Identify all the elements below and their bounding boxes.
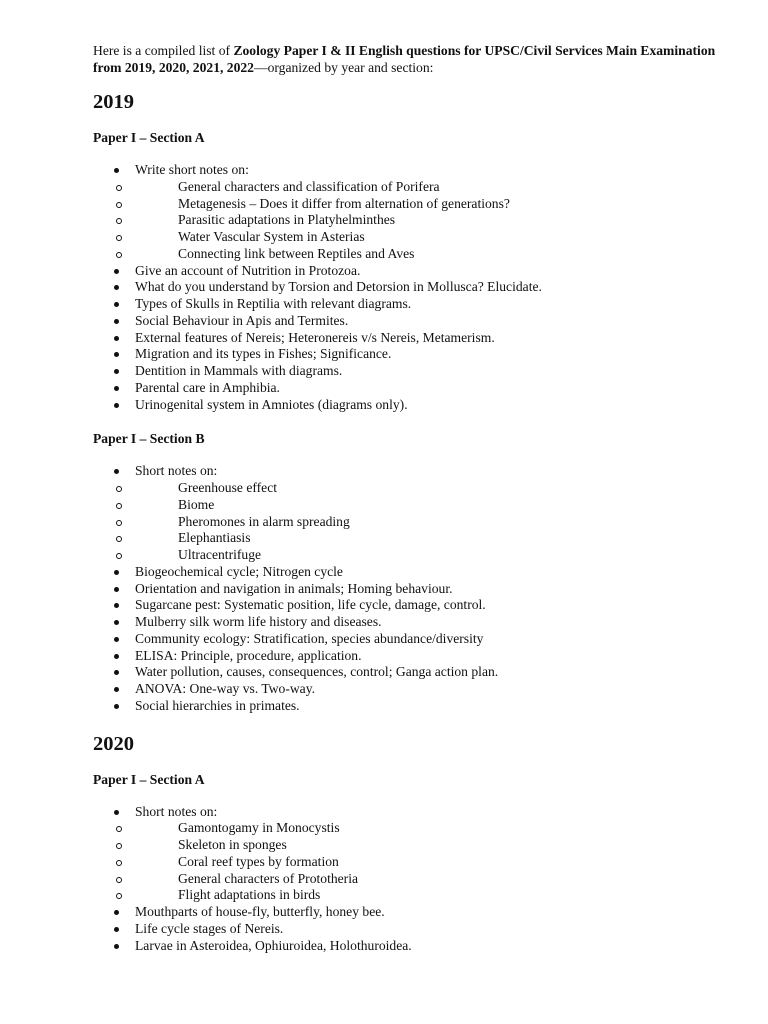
list-item: Social hierarchies in primates. [93, 698, 733, 715]
list-item: ANOVA: One-way vs. Two-way. [93, 681, 733, 698]
list-item: Sugarcane pest: Systematic position, life cycle, damage, control. [93, 597, 733, 614]
question-list [93, 162, 733, 413]
sub-list-item: Metagenesis – Does it differ from alternation of generations? [93, 196, 733, 213]
list-item: Social Behaviour in Apis and Termites. [93, 313, 733, 330]
year-heading-2019: 2019 [93, 91, 134, 113]
intro-paragraph [93, 42, 733, 76]
list-item: External features of Nereis; Heteronereis v/s Nereis, Metamerism. [93, 330, 733, 347]
list-item: Types of Skulls in Reptilia with relevant diagrams. [93, 296, 733, 313]
document-page [93, 42, 733, 954]
list-item: Larvae in Asteroidea, Ophiuroidea, Holothuroidea. [93, 938, 733, 955]
list-item: Life cycle stages of Nereis. [93, 921, 733, 938]
sub-list-item: Flight adaptations in birds [93, 887, 733, 904]
intro-bold: Zoology Paper I & II English questions for UPSC/Civil Services Main Examination from 2019, 2020, 2021, 2022 [93, 43, 716, 75]
list-item: Short notes on: Gamontogamy in Monocystis Skeleton in sponges Coral reef types by formation General characters of Prototheria Flight adaptations in birds [93, 804, 733, 905]
list-item: Orientation and navigation in animals; Homing behaviour. [93, 581, 733, 598]
list-item: Biogeochemical cycle; Nitrogen cycle [93, 564, 733, 581]
list-item: Community ecology: Stratification, species abundance/diversity [93, 631, 733, 648]
list-item: ELISA: Principle, procedure, application. [93, 648, 733, 665]
sub-question-list [93, 820, 733, 904]
sub-list-item: Coral reef types by formation [93, 854, 733, 871]
sub-question-list [93, 179, 733, 263]
list-item: Dentition in Mammals with diagrams. [93, 363, 733, 380]
list-item: Mulberry silk worm life history and diseases. [93, 614, 733, 631]
sub-list-item: Gamontogamy in Monocystis [93, 820, 733, 837]
question-list [93, 463, 733, 714]
intro-pre: Here is a compiled list of [93, 43, 234, 58]
sub-list-item: Parasitic adaptations in Platyhelminthes [93, 212, 733, 229]
list-item: Water pollution, causes, consequences, control; Ganga action plan. [93, 664, 733, 681]
list-item: Urinogenital system in Amniotes (diagrams only). [93, 397, 733, 414]
sub-list-item: Greenhouse effect [93, 480, 733, 497]
sub-list-item: Pheromones in alarm spreading [93, 514, 733, 531]
section-heading: Paper I – Section B [93, 431, 205, 447]
year-heading-2020: 2020 [93, 732, 134, 755]
sub-list-item: Ultracentrifuge [93, 547, 733, 564]
sub-question-list [93, 480, 733, 564]
list-item: Give an account of Nutrition in Protozoa. [93, 263, 733, 280]
section-heading: Paper I – Section A [93, 130, 205, 145]
sub-list-item: Skeleton in sponges [93, 837, 733, 854]
section-heading: Paper I – Section A [93, 771, 205, 787]
intro-post: —organized by year and section: [253, 60, 434, 75]
list-item: Mouthparts of house-fly, butterfly, honey bee. [93, 904, 733, 921]
sub-list-item: Water Vascular System in Asterias [93, 229, 733, 246]
sub-list-item: General characters and classification of Porifera [93, 179, 733, 196]
sub-list-item: Elephantiasis [93, 530, 733, 547]
list-item: What do you understand by Torsion and Detorsion in Mollusca? Elucidate. [93, 279, 733, 296]
sub-list-item: Biome [93, 497, 733, 514]
sub-list-item: Connecting link between Reptiles and Aves [93, 246, 733, 263]
question-list [93, 804, 733, 955]
list-item: Write short notes on: General characters and classification of Porifera Metagenesis – Does it differ from alternation of generations? Parasitic adaptations in Platyhelminthes Water Vascular System in Asterias Connecting link between Reptiles and Aves [93, 162, 733, 263]
sub-list-item: General characters of Prototheria [93, 871, 733, 888]
list-item: Migration and its types in Fishes; Significance. [93, 346, 733, 363]
list-item: Short notes on: Greenhouse effect Biome Pheromones in alarm spreading Elephantiasis Ultracentrifuge [93, 463, 733, 564]
list-item: Parental care in Amphibia. [93, 380, 733, 397]
